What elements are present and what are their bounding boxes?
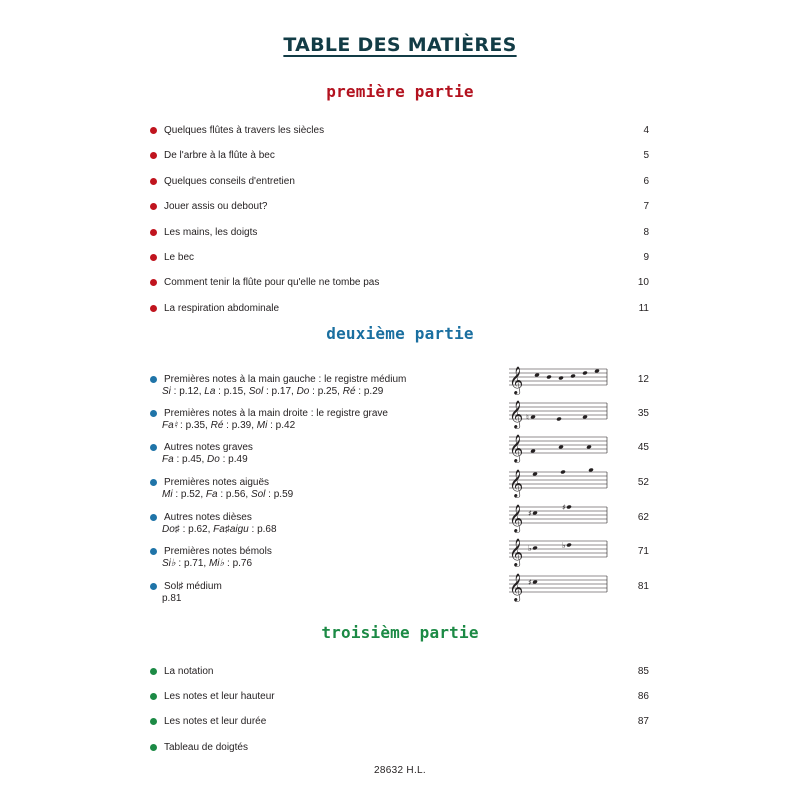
bullet-icon: [150, 152, 157, 159]
note-name: Fa: [162, 454, 174, 465]
note-head-icon: [532, 472, 538, 477]
toc-entry-label: De l'arbre à la flûte à bec: [164, 150, 275, 161]
treble-clef-icon: 𝄞: [509, 400, 524, 428]
toc-page-number: 12: [637, 374, 649, 385]
note-page-ref: : p.39,: [223, 420, 257, 431]
toc-page-number: 10: [637, 277, 649, 288]
toc-entry-notes: [162, 524, 277, 536]
note-head-icon: [570, 374, 576, 379]
treble-clef-icon: 𝄞: [509, 366, 524, 394]
note-head-icon: [532, 511, 538, 516]
toc-page-number: 85: [637, 666, 649, 677]
note-name: Fa: [205, 489, 218, 500]
note-head-icon: [530, 449, 536, 454]
toc-page-number: 4: [643, 125, 649, 136]
toc-page-number: 8: [643, 227, 649, 238]
note-head-icon: [532, 546, 538, 551]
accidental-icon: ♯: [528, 509, 532, 518]
treble-clef-icon: 𝄞: [509, 573, 524, 601]
toc-page-number: 45: [637, 442, 649, 453]
note-page-ref: : p.62,: [179, 524, 214, 535]
toc-page-number: 11: [638, 303, 649, 314]
note-page-ref: : p.35,: [177, 420, 211, 431]
bullet-icon: [150, 178, 157, 185]
page-title: TABLE DES MATIÈRES: [283, 34, 517, 56]
toc-entry-label: Les mains, les doigts: [164, 227, 258, 238]
note-name: Mi: [256, 420, 268, 431]
note-page-ref: : p.15,: [215, 386, 249, 397]
bullet-icon: [150, 254, 157, 261]
note-head-icon: [532, 580, 538, 585]
toc-entry-label: Jouer assis ou debout?: [164, 201, 268, 212]
toc-entry-notes: [162, 593, 181, 605]
toc-entry-label: Comment tenir la flûte pour qu'elle ne tombe pas: [164, 277, 380, 288]
note-page-ref: : p.68: [248, 524, 277, 535]
note-page-ref: : p.52,: [172, 489, 206, 500]
bullet-icon: [150, 444, 157, 451]
music-staff-icon: [505, 568, 609, 604]
part3-heading: troisième partie: [321, 623, 479, 642]
note-head-icon: [560, 470, 566, 475]
bullet-icon: [150, 479, 157, 486]
music-staff-icon: [505, 361, 609, 397]
toc-page-number: 87: [637, 716, 649, 727]
toc-entry-label: Tableau de doigtés: [164, 742, 248, 753]
music-staff-icon: [505, 464, 609, 500]
bullet-icon: [150, 668, 157, 675]
note-name: Si♭: [162, 558, 176, 569]
note-head-icon: [582, 415, 588, 420]
treble-clef-icon: 𝄞: [509, 434, 524, 462]
note-page-ref: : p.49: [219, 454, 248, 465]
toc-entry-label: Premières notes bémols: [164, 546, 272, 557]
toc-entry-label: Les notes et leur hauteur: [164, 691, 275, 702]
note-name: Do: [207, 454, 220, 465]
toc-entry-notes: [162, 420, 295, 432]
part1-heading: première partie: [326, 82, 474, 101]
note-head-icon: [566, 543, 572, 548]
bullet-icon: [150, 583, 157, 590]
bullet-icon: [150, 376, 157, 383]
note-head-icon: [556, 417, 562, 422]
bullet-icon: [150, 718, 157, 725]
accidental-icon: ♯: [528, 578, 532, 587]
note-page-ref: p.81: [162, 593, 182, 604]
note-page-ref: : p.45,: [173, 454, 208, 465]
note-name: Mi♭: [208, 558, 225, 569]
toc-entry-label: Quelques flûtes à travers les siècles: [164, 125, 325, 136]
music-staff-icon: [505, 429, 609, 465]
note-head-icon: [594, 369, 600, 374]
note-head-icon: [558, 376, 564, 381]
note-page-ref: : p.76: [224, 558, 253, 569]
bullet-icon: [150, 229, 157, 236]
note-page-ref: : p.29: [355, 386, 384, 397]
treble-clef-icon: 𝄞: [509, 469, 524, 497]
toc-entry-label: La notation: [164, 666, 214, 677]
toc-entry-notes: [162, 489, 293, 501]
note-head-icon: [566, 505, 572, 510]
toc-entry-label: La respiration abdominale: [164, 303, 280, 314]
music-staff-icon: [505, 395, 609, 431]
note-head-icon: [588, 468, 594, 473]
bullet-icon: [150, 279, 157, 286]
note-head-icon: [534, 373, 540, 378]
bullet-icon: [150, 305, 157, 312]
toc-entry-label: Sol♯ médium: [164, 581, 222, 592]
note-name: Fa♮: [162, 420, 178, 431]
bullet-icon: [150, 127, 157, 134]
note-name: Ré: [210, 420, 224, 431]
accidental-icon: ♮: [526, 413, 529, 422]
note-name: La: [204, 386, 216, 397]
bullet-icon: [150, 548, 157, 555]
toc-page-number: 62: [637, 512, 649, 523]
toc-entry-notes: [162, 454, 248, 466]
toc-entry-label: Premières notes aiguës: [164, 477, 270, 488]
note-name: Ré: [342, 386, 356, 397]
treble-clef-icon: 𝄞: [509, 538, 524, 566]
bullet-icon: [150, 203, 157, 210]
bullet-icon: [150, 514, 157, 521]
toc-entry-label: Quelques conseils d'entretien: [164, 176, 295, 187]
note-name: Do♯: [162, 524, 180, 535]
toc-entry-label: Premières notes à la main gauche : le registre médium: [164, 374, 407, 385]
toc-page-number: 5: [643, 150, 649, 161]
toc-entry-label: Le bec: [164, 252, 195, 263]
toc-entry-notes: [162, 558, 252, 570]
bullet-icon: [150, 744, 157, 751]
note-page-ref: : p.56,: [217, 489, 251, 500]
toc-page-number: 52: [637, 477, 649, 488]
note-name: Do: [296, 386, 310, 397]
note-head-icon: [586, 445, 592, 450]
note-page-ref: : p.71,: [175, 558, 209, 569]
accidental-icon: ♭: [528, 544, 532, 553]
note-name: Mi: [162, 489, 173, 500]
note-page-ref: : p.12,: [170, 386, 205, 397]
bullet-icon: [150, 410, 157, 417]
note-name: Sol: [250, 489, 266, 500]
accidental-icon: ♯: [562, 503, 566, 512]
accidental-icon: ♭: [562, 541, 566, 550]
music-staff-icon: [505, 499, 609, 535]
toc-page-number: 6: [643, 176, 649, 187]
toc-entry-notes: [162, 386, 383, 398]
bullet-icon: [150, 693, 157, 700]
toc-page-number: 81: [637, 581, 649, 592]
note-name: Si: [162, 386, 171, 397]
part2-heading: deuxième partie: [326, 324, 474, 343]
toc-page-number: 9: [643, 252, 649, 263]
toc-entry-label: Premières notes à la main droite : le registre grave: [164, 408, 388, 419]
note-name: Fa♯aigu: [213, 524, 249, 535]
note-page-ref: : p.59: [265, 489, 294, 500]
note-page-ref: : p.42: [267, 420, 296, 431]
note-head-icon: [530, 415, 536, 420]
note-page-ref: : p.17,: [263, 386, 297, 397]
toc-entry-label: Autres notes dièses: [164, 512, 252, 523]
note-head-icon: [582, 371, 588, 376]
toc-page-number: 71: [637, 546, 649, 557]
note-head-icon: [546, 375, 552, 380]
treble-clef-icon: 𝄞: [509, 504, 524, 532]
note-head-icon: [558, 445, 564, 450]
toc-entry-label: Autres notes graves: [164, 442, 253, 453]
note-name: Sol: [248, 386, 264, 397]
music-staff-icon: [505, 533, 609, 569]
note-page-ref: : p.25,: [309, 386, 343, 397]
toc-page-number: 35: [637, 408, 649, 419]
footer-reference: 28632 H.L.: [374, 765, 426, 776]
toc-page-number: 7: [643, 201, 649, 212]
toc-page-number: 86: [637, 691, 649, 702]
toc-entry-label: Les notes et leur durée: [164, 716, 267, 727]
